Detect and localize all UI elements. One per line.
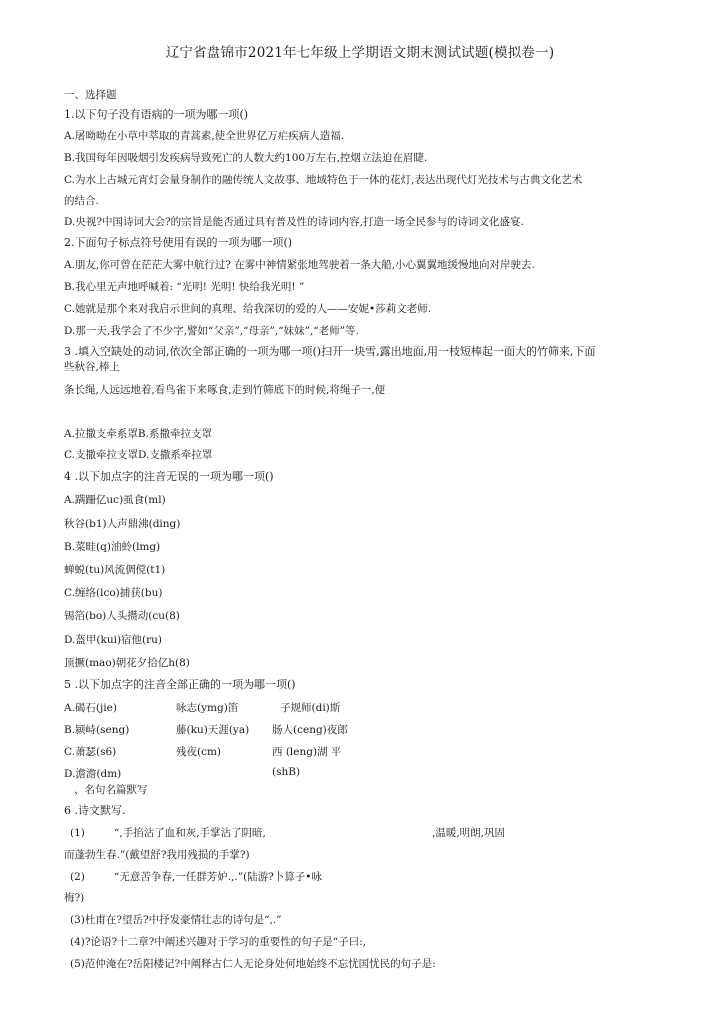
question-5-option-b-word: 藤(ku)天涯(ya) — [176, 724, 250, 736]
question-6-item-4: (4)?论语?十二章?中阐述兴趣对于学习的重要性的句子是“子曰:, — [70, 936, 367, 948]
question-5-option-a: A.碣石(jie) — [64, 702, 117, 714]
question-5-option-a-word: 咏志(ymg)笛 — [176, 702, 239, 714]
question-3-options-cd: C.支撒牵拉支罩D.支撒系牵拉罩 — [64, 449, 213, 461]
question-6-item-5: (5)范仲淹在?岳阳楼记?中阐释古仁人无论身处何地始终不忘忧国忧民的句子是: — [70, 958, 436, 970]
question-4-option-b: B.菜畦(q)油蛉(lmg) — [64, 541, 161, 553]
question-6-item-2: “无意苦争春,一任群芳妒.,.”(陆游?卜算子•咏 — [114, 871, 323, 883]
question-5-option-a-word: 子规师(di)斯 — [280, 702, 341, 714]
question-6-item-3: (3)杜甫在?望岳?中抒发豪情壮志的诗句是“,.” — [70, 914, 282, 926]
question-4-option-d-cont: 顶撅(mao)朝花夕拾亿h(8) — [64, 657, 190, 669]
question-5-option-d: D.澹澹(dm) — [64, 768, 122, 780]
question-5-option-c: C.萧瑟(s6) — [64, 746, 117, 758]
question-4-option-a-cont: 秋谷(b1)人声鼎沸(ding) — [64, 518, 181, 530]
question-1-option-c: C.为水上古城元宵灯会量身制作的融传统人文故事、地域特色于一体的花灯,表达出现代灯光技术与古典文化艺术 — [64, 174, 583, 186]
question-4-option-d: D.盔甲(kui)宿他(ru) — [64, 634, 163, 646]
question-2-option-b: B.我心里无声地呼喊着: “光明! 光明! 快给我光明! ” — [64, 281, 305, 293]
question-3-stem: 3 .填入空缺处的动词,依次全部正确的一项为哪一项()扫开一块雪,露出地面,用一枝短棒起一面大的竹筛来,下面 — [64, 345, 596, 358]
question-6-item-number: (2) — [70, 871, 85, 883]
question-5-stem: 5 .以下加点字的注音全部正确的一项为哪一项() — [64, 678, 296, 691]
question-1-option-b: B.我国每年因吸烟引发疾病导致死亡的人数大约100万左右,控烟立法迫在眉睫. — [64, 152, 428, 164]
question-5-option-c-word: 西 (leng)湖 平 — [272, 746, 342, 758]
question-6-stem: 6 .诗文默写. — [64, 804, 126, 817]
question-6-item-number: (1) — [70, 827, 85, 839]
question-1-stem: 1.以下句子没有语病的一项为哪一项() — [64, 108, 249, 121]
question-6-item-1-cont: ,温暖,明朗,巩固 — [432, 827, 506, 839]
question-2-option-c: C.她就是那个来对我启示世间的真理、给我深切的爱的人——安妮•莎莉文老师. — [64, 303, 432, 315]
question-5-option-b-word: 肠人(ceng)夜郎 — [272, 724, 348, 736]
section-heading: 一、选择题 — [64, 89, 117, 101]
question-1-option-a: A.屠呦呦在小草中萃取的青蒿素,使全世界亿万疟疾病人造福. — [64, 130, 345, 142]
question-6-item-2-cont: 梅?) — [64, 892, 85, 904]
question-2-option-d: D.那一天,我学会了不少字,譬如“父亲”,“母亲”,“妹妹”,“老师”等. — [64, 325, 359, 337]
question-4-option-a: A.蹒跚亿uc)虱食(ml) — [64, 494, 166, 506]
question-2-stem: 2.下面句子标点符号使用有误的一项为哪一项() — [64, 236, 293, 249]
question-4-option-c: C.缠络(lco)捕获(bu) — [64, 587, 163, 599]
question-4-stem: 4 .以下加点字的注音无误的一项为哪一项() — [64, 470, 274, 483]
question-5-option-b: B.颍峙(seng) — [64, 724, 130, 736]
question-6-item-1-cont: 而蓬勃生春.”(戴望舒?我用残损的手掌?) — [64, 849, 250, 861]
section-heading: 、名句名篇默写 — [74, 784, 148, 796]
question-4-option-b-cont: 蝉蜕(tu)风流倜傥(t1) — [64, 564, 166, 576]
page-title: 辽宁省盘锦市2021年七年级上学期语文期末测试试题(模拟卷一) — [165, 45, 555, 61]
question-5-option-c-word: 残夜(cm) — [176, 746, 222, 758]
question-5-option-d-word: (shB) — [272, 766, 301, 778]
question-4-option-c-cont: 锡箔(bo)人头攒动(cu(8) — [64, 610, 180, 622]
question-3-options-ab: A.拉撒支牵系罩B.系撒牵拉支罩 — [64, 428, 212, 440]
question-6-item-1: “,手掐沾了血和灰,手掌沾了阴暗, — [114, 827, 266, 839]
question-1-option-c-cont: 的结合. — [64, 195, 99, 207]
question-2-option-a: A.朋友,你可曾在茫茫大雾中航行过? 在雾中神情紧张地驾驶着一条大船,小心翼翼地缓慢地向对岸驶去. — [64, 259, 535, 271]
question-3-stem-cont: 些秋谷,棒上 — [64, 361, 120, 373]
question-1-option-d: D.央视?中国诗词大会?的宗旨是能否通过具有普及性的诗词内容,打造一场全民参与的诗词文化盛宴. — [64, 216, 524, 228]
question-3-stem-cont: 条长绳,人远远地着,看鸟雀下来啄食,走到竹筛底下的时候,将绳子一,便 — [64, 384, 386, 396]
